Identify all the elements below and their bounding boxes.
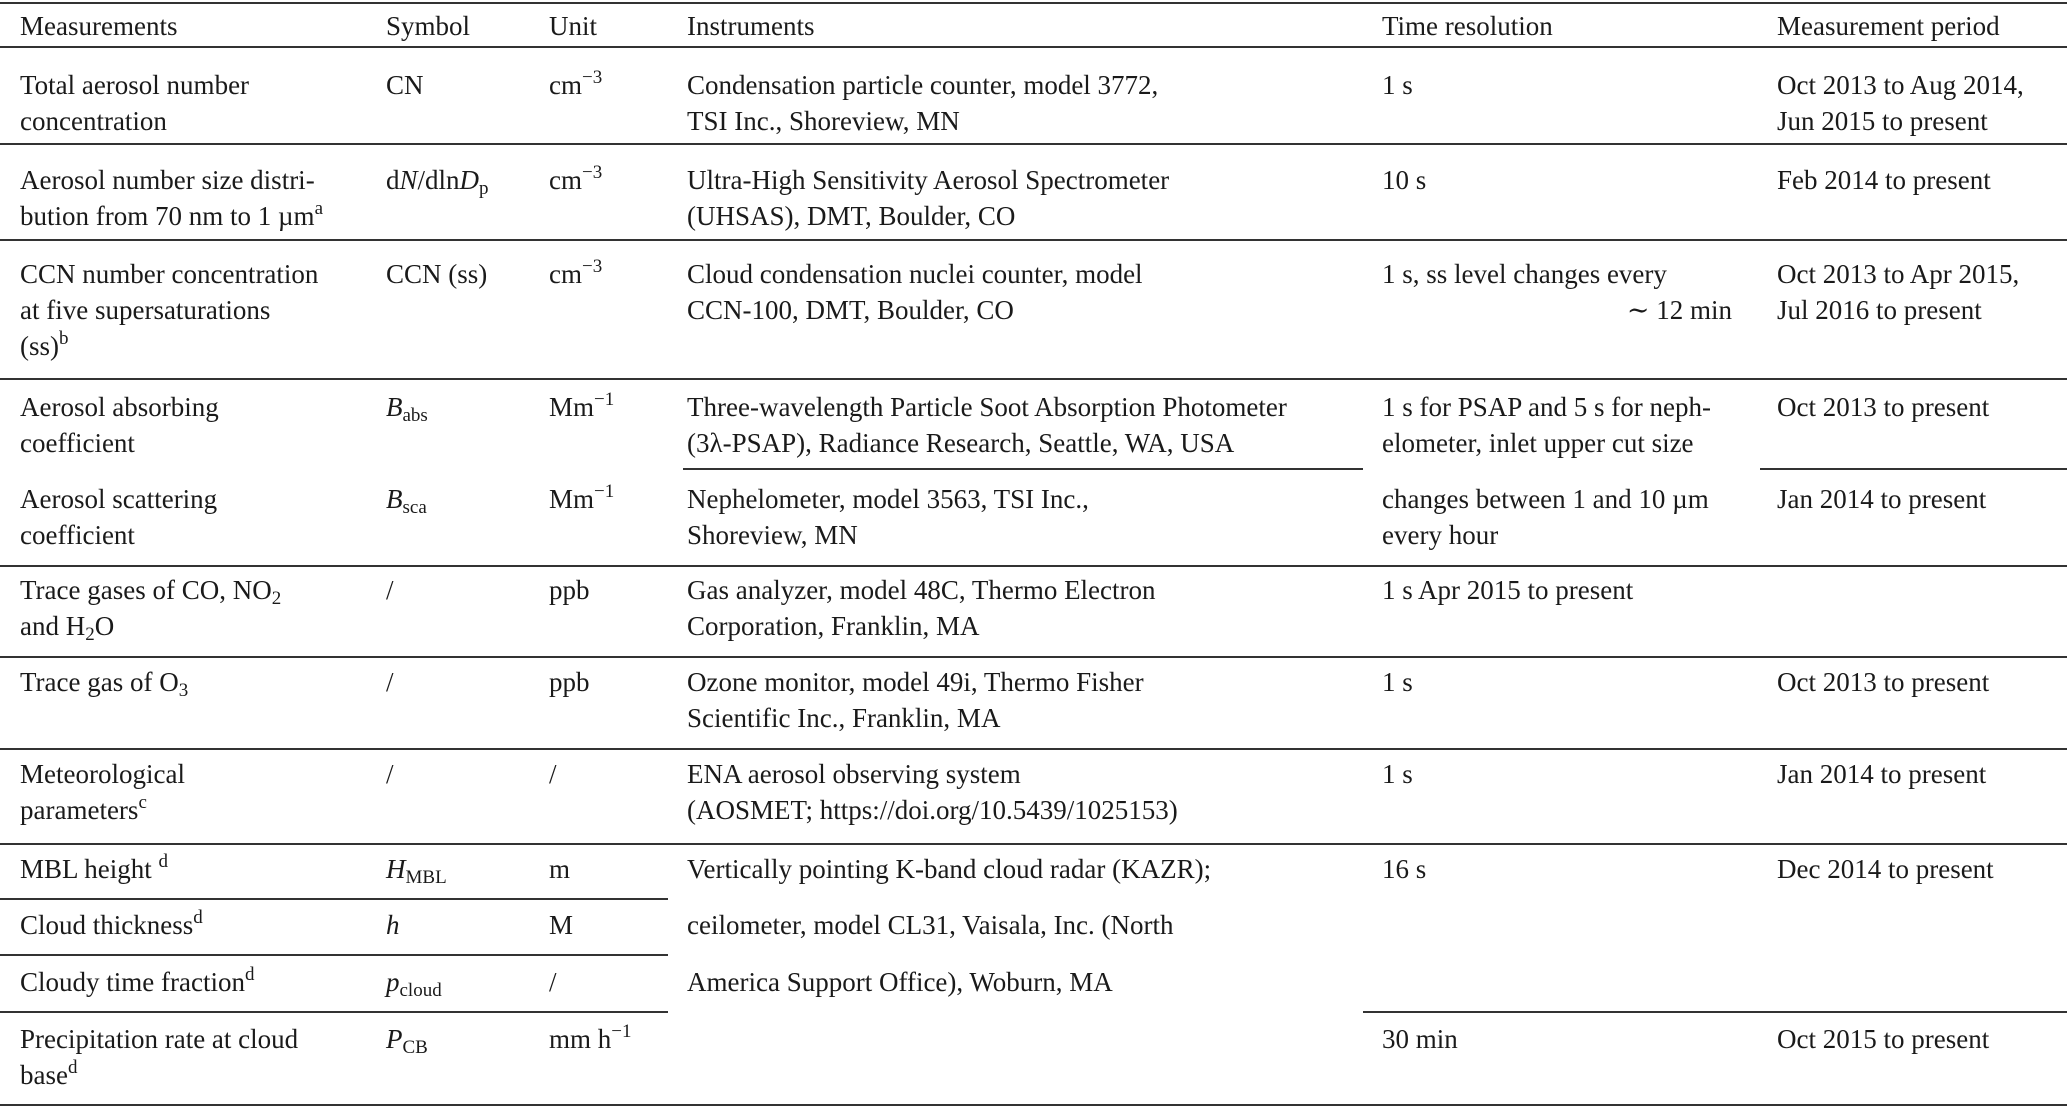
header-instruments: Instruments	[687, 11, 815, 41]
symbol-cell: /	[386, 759, 394, 789]
header-unit: Unit	[549, 11, 598, 41]
instrument-cell: ENA aerosol observing system (AOSMET; https://doi.org/10.5439/1025153)	[687, 759, 1178, 825]
period-cell: Feb 2014 to present	[1777, 165, 1991, 195]
time-resolution-cell: 1 s	[1382, 70, 1413, 100]
period-cell: Dec 2014 to present	[1777, 854, 1994, 884]
measurement-cell: Meteorological parameters$^c$	[20, 759, 185, 825]
period-cell: Oct 2013 to Aug 2014, Jun 2015 to present	[1777, 70, 2024, 136]
unit-cell: m	[549, 854, 571, 884]
symbol-cell: CCN (ss)	[386, 259, 488, 289]
instrument-cell: America Support Office), Woburn, MA	[687, 967, 1113, 997]
header-symbol: Symbol	[386, 11, 471, 41]
unit-cell: $Mm^{-1}$	[549, 389, 615, 422]
instrument-cell: Cloud condensation nuclei counter, model CCN-100, DMT, Boulder, CO	[687, 259, 1143, 325]
unit-cell: $Mm^{-1}$	[549, 481, 615, 514]
time-resolution-cell: 1 s for PSAP and 5 s for neph- elometer, inlet upper cut size	[1382, 392, 1711, 458]
unit-cell: $cm^{-3}$	[549, 67, 603, 100]
unit-cell: $cm^{-3}$	[549, 256, 603, 289]
period-cell: Oct 2015 to present	[1777, 1024, 1990, 1054]
row-divider	[0, 843, 2067, 845]
unit-cell: ppb	[549, 667, 590, 697]
measurement-cell: Aerosol scattering coefficient	[20, 484, 218, 550]
measurement-cell: Trace gas of $O_3$	[20, 667, 189, 701]
time-resolution-cell: 1 s	[1382, 759, 1413, 789]
row-divider	[0, 378, 2067, 380]
row-divider	[0, 565, 2067, 567]
unit-cell: ppb	[549, 575, 590, 605]
symbol-cell: CN	[386, 70, 424, 100]
symbol-cell: /	[386, 667, 394, 697]
unit-cell: /	[549, 759, 557, 789]
time-resolution-cell: 1 s, ss level changes every ∼ 12 min	[1382, 259, 1732, 325]
header-time-resolution: Time resolution	[1382, 11, 1553, 41]
time-resolution-cell: 16 s	[1382, 854, 1427, 884]
measurement-cell: CCN number concentration at five supersaturations (ss)$^b$	[20, 259, 319, 361]
unit-cell: /	[549, 967, 557, 997]
instrument-cell: Three-wavelength Particle Soot Absorption Photometer (3λ-PSAP), Radiance Research, Seattle, WA, USA	[687, 392, 1287, 458]
period-cell: Oct 2013 to present	[1777, 392, 1990, 422]
measurement-cell: Precipitation rate at cloud base$^d$	[20, 1024, 299, 1090]
measurement-cell: Aerosol number size distri- bution from 70 nm to 1 µm$^a$	[20, 165, 323, 231]
time-resolution-cell: 1 s	[1382, 667, 1413, 697]
symbol-cell: /	[386, 575, 394, 605]
row-divider	[0, 898, 668, 900]
row-divider	[1760, 468, 2067, 470]
time-resolution-cell: changes between 1 and 10 µm every hour	[1382, 484, 1709, 550]
row-divider	[1363, 1011, 2067, 1013]
measurement-cell: Cloud thickness$^d$	[20, 907, 203, 940]
rule-top	[0, 2, 2067, 4]
measurement-cell: Trace gases of CO, $NO_2$ and $H_2O$	[20, 575, 282, 645]
measurement-cell: Cloudy time fraction$^d$	[20, 964, 255, 997]
symbol-cell: h	[386, 910, 400, 940]
row-divider	[0, 239, 2067, 241]
unit-cell: $cm^{-3}$	[549, 162, 603, 195]
header-measurement-period: Measurement period	[1777, 11, 2000, 41]
row-divider	[0, 748, 2067, 750]
row-divider	[683, 468, 1363, 470]
row-divider	[0, 954, 668, 956]
symbol-cell: $P_{CB}$	[386, 1024, 428, 1058]
instrument-cell: Ultra-High Sensitivity Aerosol Spectrometer (UHSAS), DMT, Boulder, CO	[687, 165, 1170, 231]
measurement-cell: Total aerosol number concentration	[20, 70, 250, 136]
measurement-cell: Aerosol absorbing coefficient	[20, 392, 219, 458]
rule-header	[0, 46, 2067, 48]
symbol-cell: dN/dlnD$_p$	[386, 165, 489, 199]
instrument-cell: Ozone monitor, model 49i, Thermo Fisher Scientific Inc., Franklin, MA	[687, 667, 1144, 733]
period-cell: Jan 2014 to present	[1777, 484, 1987, 514]
symbol-cell: $p_{cloud}$	[386, 967, 442, 1001]
instrument-cell: ceilometer, model CL31, Vaisala, Inc. (North	[687, 910, 1174, 940]
symbol-cell: $B_{abs}$	[386, 392, 428, 426]
row-divider	[0, 143, 2067, 145]
period-cell: Oct 2013 to present	[1777, 667, 1990, 697]
period-cell: Jan 2014 to present	[1777, 759, 1987, 789]
period-cell: Oct 2013 to Apr 2015, Jul 2016 to present	[1777, 259, 2020, 325]
row-divider	[0, 1011, 668, 1013]
measurement-cell: MBL height $^d$	[20, 851, 168, 884]
instrument-cell: Gas analyzer, model 48C, Thermo Electron Corporation, Franklin, MA	[687, 575, 1156, 641]
instrument-cell: Vertically pointing K-band cloud radar (KAZR);	[687, 854, 1212, 884]
unit-cell: M	[549, 910, 574, 940]
symbol-cell: $B_{sca}$	[386, 484, 427, 518]
unit-cell: mm $h^{-1}$	[549, 1021, 632, 1054]
instrument-cell: Nephelometer, model 3563, TSI Inc., Shoreview, MN	[687, 484, 1089, 550]
time-resolution-cell: 30 min	[1382, 1024, 1458, 1054]
rule-bottom	[0, 1104, 2067, 1106]
instrument-cell: Condensation particle counter, model 3772, TSI Inc., Shoreview, MN	[687, 70, 1159, 136]
header-measurements: Measurements	[20, 11, 178, 41]
row-divider	[0, 656, 2067, 658]
time-resolution-cell: 10 s	[1382, 165, 1427, 195]
symbol-cell: $H_{MBL}$	[386, 854, 447, 888]
time-resolution-cell: 1 s Apr 2015 to present	[1382, 575, 1634, 605]
